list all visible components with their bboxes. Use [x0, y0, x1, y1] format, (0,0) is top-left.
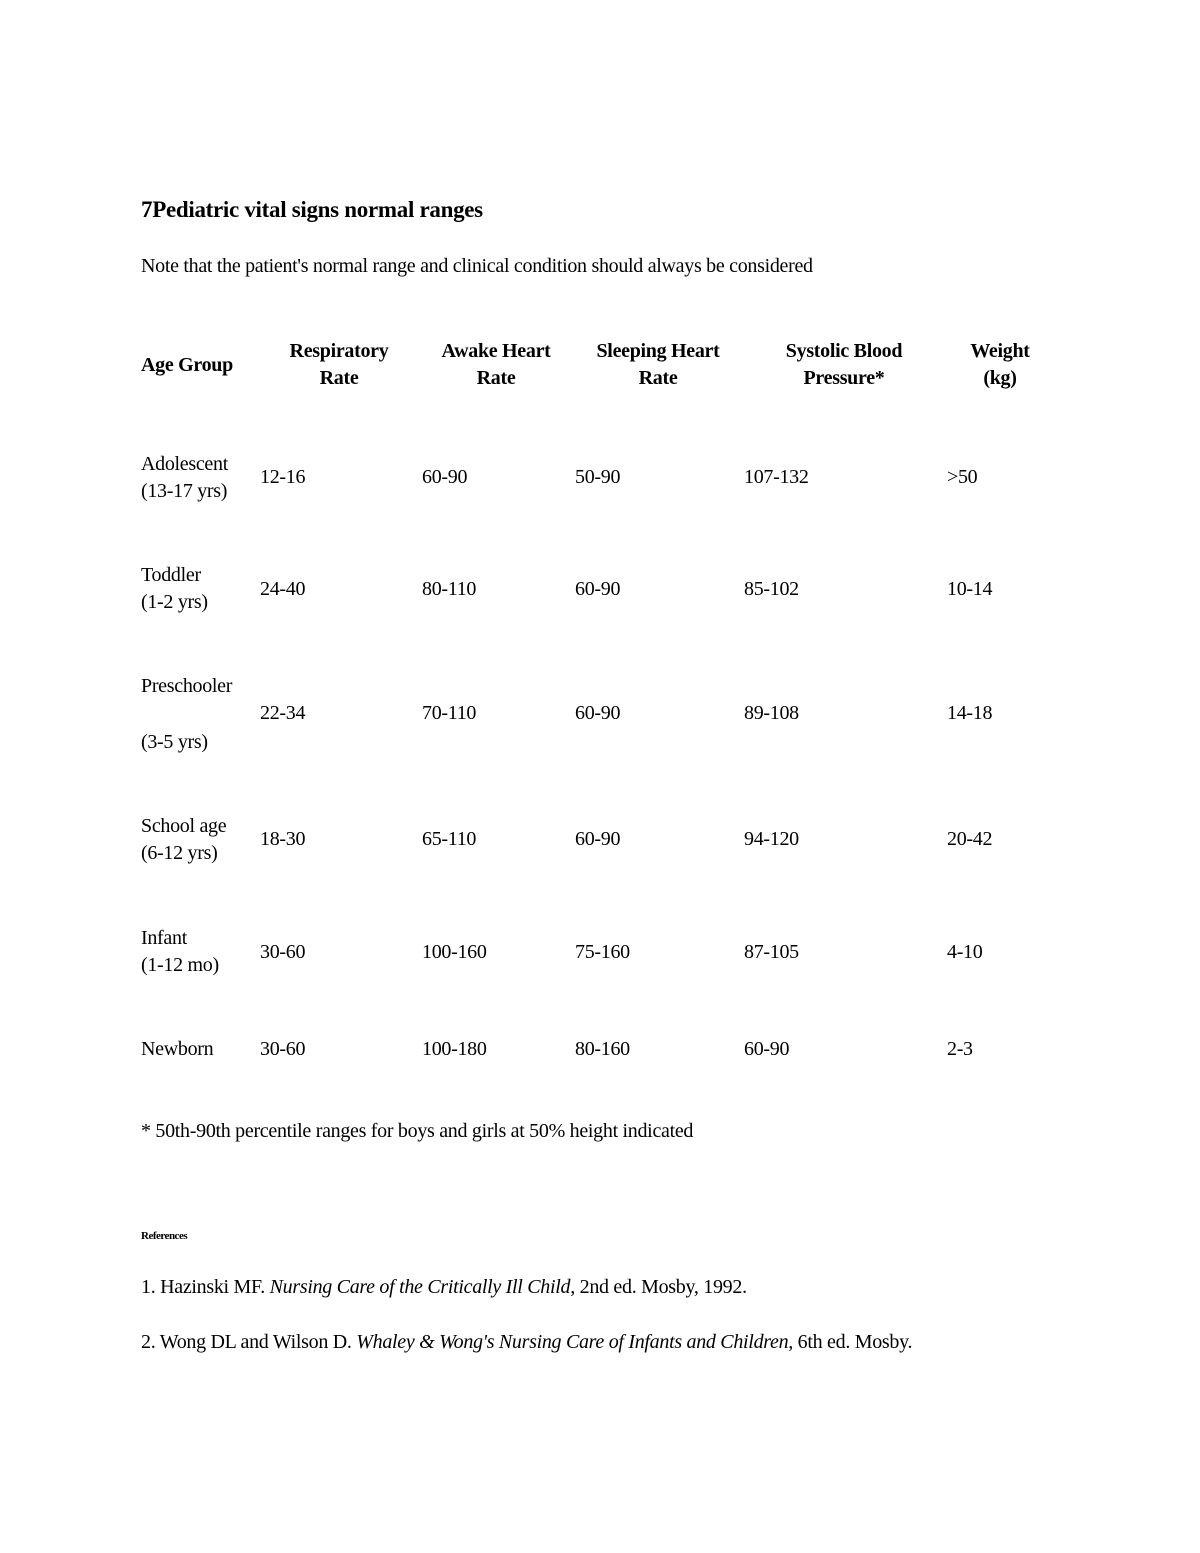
header-age-group: Age Group — [141, 354, 233, 376]
awake-heart-rate-cell: 100-180 — [422, 1038, 487, 1060]
reference-title: Nursing Care of the Critically Ill Child, — [269, 1276, 575, 1298]
awake-heart-rate-cell: 70-110 — [422, 702, 477, 724]
header-awake-heart-rate: Awake Heart Rate — [441, 340, 551, 389]
respiratory-rate-cell: 24-40 — [260, 578, 306, 600]
weight-cell: 10-14 — [947, 578, 993, 600]
respiratory-rate-cell: 22-34 — [260, 702, 306, 724]
respiratory-rate-cell: 30-60 — [260, 1038, 306, 1060]
sleeping-heart-rate-cell: 60-90 — [575, 828, 621, 850]
header-respiratory-rate: Respiratory Rate — [289, 340, 389, 389]
header-weight: Weight (kg) — [970, 340, 1030, 389]
systolic-bp-cell: 89-108 — [744, 702, 799, 724]
age-group-cell: Newborn — [141, 1038, 214, 1060]
systolic-bp-cell: 85-102 — [744, 578, 799, 600]
awake-heart-rate-cell: 80-110 — [422, 578, 477, 600]
sleeping-heart-rate-cell: 50-90 — [575, 466, 621, 488]
document-title: 7Pediatric vital signs normal ranges — [141, 197, 483, 222]
age-group-cell: Infant (1-12 mo) — [141, 927, 219, 976]
header-sleeping-heart-rate: Sleeping Heart Rate — [596, 340, 720, 389]
clinical-note: Note that the patient's normal range and clinical condition should always be considered — [141, 255, 813, 277]
systolic-bp-cell: 94-120 — [744, 828, 799, 850]
weight-cell: 14-18 — [947, 702, 993, 724]
header-systolic-blood-pressure: Systolic Blood Pressure* — [785, 340, 903, 389]
systolic-bp-cell: 107-132 — [744, 466, 809, 488]
respiratory-rate-cell: 18-30 — [260, 828, 306, 850]
sleeping-heart-rate-cell: 80-160 — [575, 1038, 630, 1060]
awake-heart-rate-cell: 65-110 — [422, 828, 477, 850]
respiratory-rate-cell: 30-60 — [260, 941, 306, 963]
weight-cell: 2-3 — [947, 1038, 973, 1060]
references-heading: References — [141, 1230, 188, 1242]
awake-heart-rate-cell: 60-90 — [422, 466, 468, 488]
age-group-cell: Adolescent (13-17 yrs) — [141, 453, 228, 502]
reference-item: 2. Wong DL and Wilson D. Whaley & Wong's Nursing Care of Infants and Children, 6th ed. Mosby. — [141, 1331, 913, 1353]
age-group-cell: Toddler (1-2 yrs) — [141, 564, 208, 613]
respiratory-rate-cell: 12-16 — [260, 466, 306, 488]
awake-heart-rate-cell: 100-160 — [422, 941, 487, 963]
footnote: * 50th-90th percentile ranges for boys and girls at 50% height indicated — [141, 1120, 694, 1142]
weight-cell: 4-10 — [947, 941, 983, 963]
systolic-bp-cell: 60-90 — [744, 1038, 790, 1060]
reference-title: Whaley & Wong's Nursing Care of Infants and Children, — [356, 1331, 793, 1353]
reference-item: 1. Hazinski MF. Nursing Care of the Critically Ill Child, 2nd ed. Mosby, 1992. — [141, 1276, 747, 1298]
sleeping-heart-rate-cell: 60-90 — [575, 702, 621, 724]
age-group-cell: School age (6-12 yrs) — [141, 815, 227, 864]
systolic-bp-cell: 87-105 — [744, 941, 799, 963]
age-group-cell: Preschooler — [141, 675, 233, 697]
sleeping-heart-rate-cell: 60-90 — [575, 578, 621, 600]
age-range-cell: (3-5 yrs) — [141, 731, 208, 753]
sleeping-heart-rate-cell: 75-160 — [575, 941, 630, 963]
weight-cell: >50 — [947, 466, 978, 488]
weight-cell: 20-42 — [947, 828, 993, 850]
